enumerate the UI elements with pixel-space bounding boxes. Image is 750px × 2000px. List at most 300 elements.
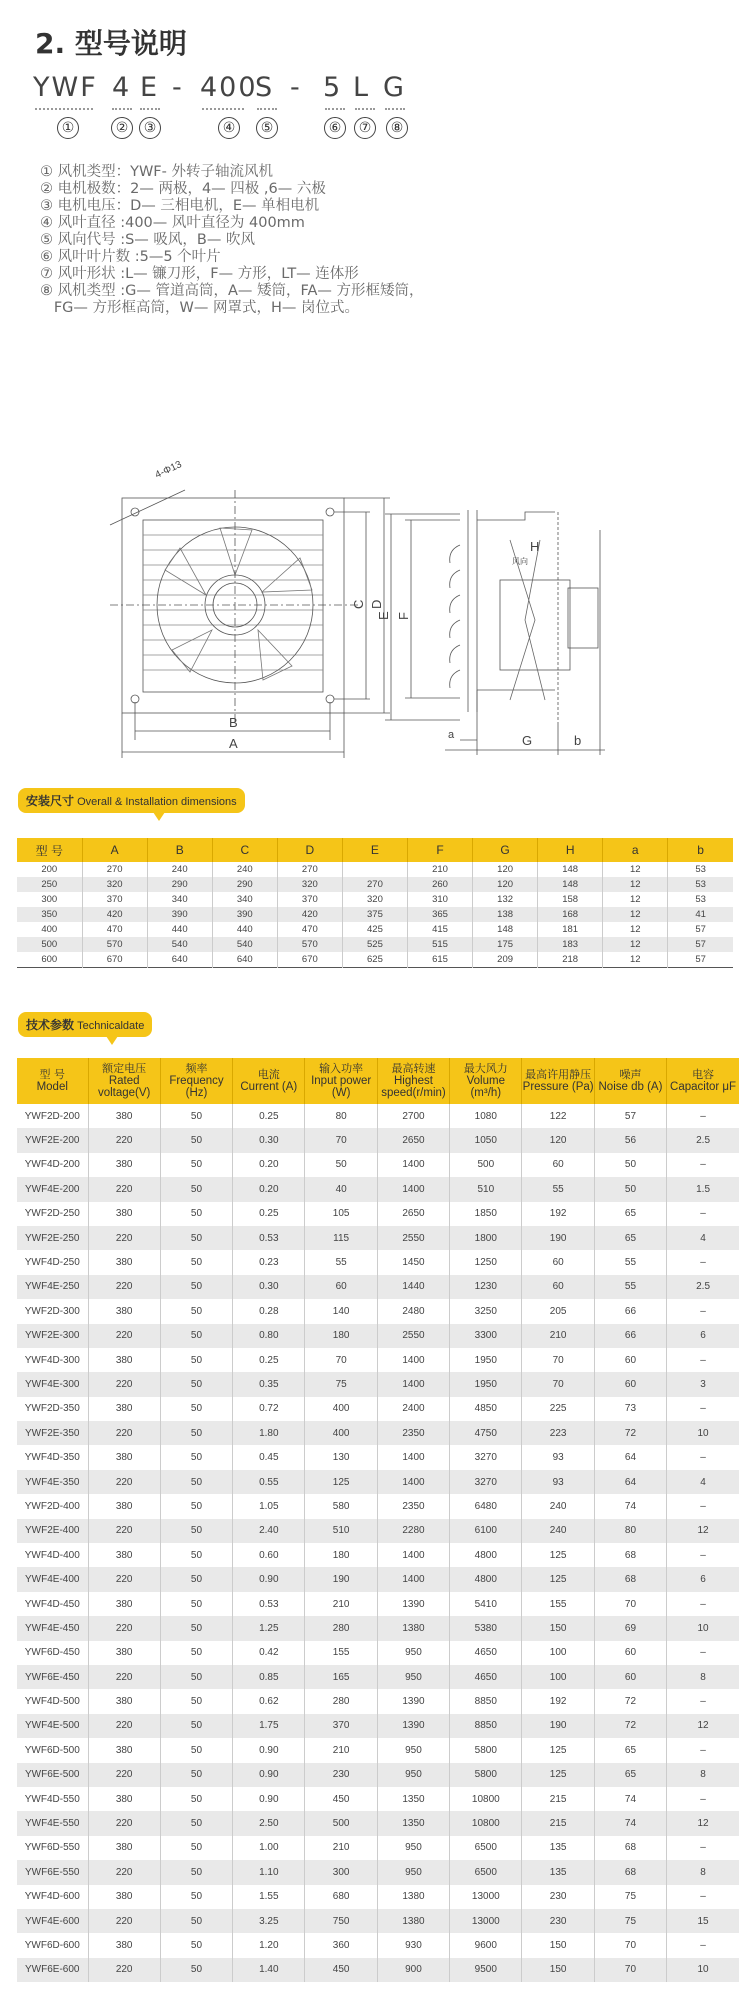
table-cell: 150 [522, 1616, 594, 1640]
table-cell: 750 [305, 1909, 377, 1933]
table-cell: 260 [407, 877, 472, 892]
column-header-cn: 型 号 [39, 1068, 65, 1081]
table-cell: 390 [212, 907, 277, 922]
table-cell: 1.25 [233, 1616, 305, 1640]
table-cell: 65 [594, 1763, 666, 1787]
table-cell: 220 [88, 1177, 160, 1201]
table-cell: 50 [160, 1372, 232, 1396]
table-cell: 0.55 [233, 1470, 305, 1494]
table-cell: 380 [88, 1592, 160, 1616]
table-row [17, 1494, 739, 1518]
code-part-direction: S [255, 72, 275, 103]
column-header: C [212, 838, 277, 862]
table-cell: 570 [277, 937, 342, 952]
table-row [17, 1567, 739, 1591]
column-header: b [668, 838, 733, 862]
table-cell: 1.10 [233, 1860, 305, 1884]
marker-8: ⑧ [386, 117, 408, 139]
table-cell: 72 [594, 1421, 666, 1445]
table-cell: 4650 [450, 1665, 522, 1689]
table-cell: 300 [305, 1860, 377, 1884]
marker-3: ③ [139, 117, 161, 139]
table-cell: 8 [667, 1763, 739, 1787]
table-cell: 68 [594, 1836, 666, 1860]
model-cell: YWF4E-600 [17, 1909, 88, 1933]
table-cell: 50 [160, 1348, 232, 1372]
table-row [17, 1763, 739, 1787]
table-cell: – [667, 1299, 739, 1323]
table-row [17, 1153, 739, 1177]
table-cell: 192 [522, 1202, 594, 1226]
table-cell: – [667, 1445, 739, 1469]
front-view [110, 490, 390, 758]
table-cell: 290 [147, 877, 212, 892]
table-cell: – [667, 1689, 739, 1713]
table-cell: 150 [522, 1933, 594, 1957]
table-cell: 0.85 [233, 1665, 305, 1689]
table-row [17, 1421, 739, 1445]
table-cell: 370 [305, 1714, 377, 1738]
table-cell: 223 [522, 1421, 594, 1445]
model-cell: YWF4D-200 [24, 1159, 80, 1171]
table-cell: 5800 [450, 1763, 522, 1787]
table-cell: 540 [147, 937, 212, 952]
table-cell: 40 [305, 1177, 377, 1201]
dim-label-c: C [351, 599, 366, 609]
table-cell: – [667, 1641, 739, 1665]
column-header [377, 1058, 449, 1104]
table-cell: 1400 [377, 1543, 449, 1567]
table-cell: 50 [160, 1811, 232, 1835]
table-cell: 2.5 [667, 1275, 739, 1299]
table-cell: 15 [667, 1909, 739, 1933]
table-cell: 122 [522, 1104, 594, 1128]
table-cell: 220 [88, 1372, 160, 1396]
table-row [17, 1616, 739, 1640]
table-cell: 1380 [377, 1616, 449, 1640]
table-cell: 250 [17, 877, 82, 892]
table-cell: 65 [594, 1738, 666, 1762]
table-cell: 180 [305, 1324, 377, 1348]
table-cell: 230 [522, 1885, 594, 1909]
table-cell: 1.80 [233, 1421, 305, 1445]
column-header: E [342, 838, 407, 862]
model-cell: YWF6E-500 [17, 1763, 88, 1787]
table-cell: 0.53 [233, 1592, 305, 1616]
table-row [17, 1909, 739, 1933]
model-cell: YWF4D-450 [24, 1598, 80, 1610]
table-cell: 100 [522, 1665, 594, 1689]
table-cell: 340 [212, 892, 277, 907]
table-cell: 3270 [450, 1470, 522, 1494]
table-cell: 9500 [450, 1958, 522, 1982]
table-cell: 380 [88, 1885, 160, 1909]
table-cell: 950 [377, 1665, 449, 1689]
table-cell: 380 [88, 1299, 160, 1323]
flow-direction-label: 风向 [512, 557, 528, 566]
table-cell: 12 [603, 937, 668, 952]
table-cell: 4750 [450, 1421, 522, 1445]
technical-badge [18, 1012, 152, 1037]
table-cell: 950 [377, 1836, 449, 1860]
table-cell: 2350 [377, 1421, 449, 1445]
table-cell: 65 [594, 1202, 666, 1226]
installation-drawing [80, 440, 680, 760]
table-cell: 220 [88, 1811, 160, 1835]
marker-7: ⑦ [354, 117, 376, 139]
table-cell: 365 [407, 907, 472, 922]
table-cell: 100 [522, 1641, 594, 1665]
table-cell: 1400 [377, 1153, 449, 1177]
column-header-cn: 额定电压 [102, 1062, 147, 1075]
table-cell: – [667, 1933, 739, 1957]
code-dash: - [290, 72, 302, 103]
table-cell: 1380 [377, 1909, 449, 1933]
table-cell: 640 [212, 952, 277, 967]
table-cell: 6480 [450, 1494, 522, 1518]
table-cell: 2.5 [667, 1128, 739, 1152]
table-cell: 375 [342, 907, 407, 922]
model-cell: YWF2D-250 [24, 1208, 80, 1220]
table-cell: 2700 [377, 1104, 449, 1128]
technical-badge-cn: 技术参数 [26, 1018, 75, 1032]
table-cell: 93 [522, 1445, 594, 1469]
table-cell: 4650 [450, 1641, 522, 1665]
table-cell: 380 [88, 1250, 160, 1274]
table-cell: 240 [522, 1494, 594, 1518]
table-cell: 12 [667, 1714, 739, 1738]
table-cell: 60 [522, 1275, 594, 1299]
table-cell: 400 [305, 1421, 377, 1445]
table-cell: 50 [160, 1226, 232, 1250]
table-cell: 300 [41, 894, 58, 905]
table-cell: 192 [522, 1689, 594, 1713]
table-cell: 55 [594, 1250, 666, 1274]
table-cell: 0.62 [233, 1689, 305, 1713]
table-cell: 12 [603, 922, 668, 937]
table-cell: – [667, 1836, 739, 1860]
table-cell: 215 [522, 1787, 594, 1811]
table-cell: 1380 [377, 1885, 449, 1909]
table-cell: 1.00 [233, 1836, 305, 1860]
table-cell: 380 [88, 1494, 160, 1518]
table-cell: 72 [594, 1714, 666, 1738]
table-cell: 1400 [377, 1470, 449, 1494]
table-cell: 440 [147, 922, 212, 937]
dim-label-h: H [530, 539, 540, 554]
table-cell: 10800 [450, 1811, 522, 1835]
table-cell: 93 [522, 1470, 594, 1494]
table-cell: 1950 [450, 1348, 522, 1372]
table-cell: 125 [522, 1738, 594, 1762]
table-cell: 670 [277, 952, 342, 967]
table-cell: 380 [88, 1397, 160, 1421]
table-cell: 1.20 [233, 1933, 305, 1957]
table-cell: 0.53 [233, 1226, 305, 1250]
table-cell: 1.55 [233, 1885, 305, 1909]
table-cell: 218 [538, 952, 603, 967]
table-cell: 2650 [377, 1202, 449, 1226]
table-cell: 50 [160, 1787, 232, 1811]
table-cell: 180 [305, 1543, 377, 1567]
table-cell: 240 [147, 862, 212, 877]
column-header [17, 1058, 88, 1104]
table-cell: 9600 [450, 1933, 522, 1957]
table-cell: 53 [668, 877, 733, 892]
legend-item: ⑥ 风叶叶片数 :5—5 个叶片 [40, 249, 221, 265]
table-cell: 50 [594, 1177, 666, 1201]
column-header: H [538, 838, 603, 862]
table-cell: 220 [88, 1128, 160, 1152]
table-cell: 12 [603, 862, 668, 877]
table-cell: 6100 [450, 1519, 522, 1543]
table-row [17, 862, 733, 877]
table-cell: 73 [594, 1397, 666, 1421]
table-cell: 210 [305, 1836, 377, 1860]
table-cell: 50 [160, 1616, 232, 1640]
table-cell: 540 [212, 937, 277, 952]
model-cell: YWF4E-500 [17, 1714, 88, 1738]
table-cell: 220 [88, 1421, 160, 1445]
table-cell: 50 [160, 1763, 232, 1787]
table-cell: 57 [668, 922, 733, 937]
table-cell: 0.28 [233, 1299, 305, 1323]
column-header: A [82, 838, 147, 862]
table-cell: 0.23 [233, 1250, 305, 1274]
table-cell: 515 [407, 937, 472, 952]
table-cell: 80 [594, 1519, 666, 1543]
legend-item: ⑦ 风叶形状 :L— 镰刀形，F— 方形，LT— 连体形 [40, 266, 359, 282]
code-part-poles: 4 [112, 72, 132, 103]
table-cell: 220 [88, 1909, 160, 1933]
code-part-blades: 5 [323, 72, 343, 103]
table-cell: 50 [160, 1933, 232, 1957]
table-cell: 60 [594, 1641, 666, 1665]
model-cell: YWF2D-200 [24, 1110, 80, 1122]
table-row [17, 892, 733, 907]
table-cell: 50 [160, 1250, 232, 1274]
table-cell: 290 [212, 877, 277, 892]
column-header [305, 1058, 377, 1104]
table-cell: 57 [668, 937, 733, 952]
table-cell: 68 [594, 1543, 666, 1567]
table-cell: 3.25 [233, 1909, 305, 1933]
table-cell: – [667, 1592, 739, 1616]
column-header: F [407, 838, 472, 862]
table-cell: 1350 [377, 1787, 449, 1811]
table-cell: 10 [667, 1421, 739, 1445]
table-cell: 125 [305, 1470, 377, 1494]
table-cell: 380 [88, 1153, 160, 1177]
table-cell: 50 [160, 1153, 232, 1177]
table-cell: 50 [160, 1275, 232, 1299]
table-cell: 50 [160, 1689, 232, 1713]
table-cell: 8 [667, 1860, 739, 1884]
table-row [17, 1665, 739, 1689]
table-cell: 8850 [450, 1689, 522, 1713]
table-cell: 181 [538, 922, 603, 937]
table-cell: 525 [342, 937, 407, 952]
table-cell: 6500 [450, 1836, 522, 1860]
column-header-cn: 频率 [185, 1062, 208, 1075]
column-header: B [147, 838, 212, 862]
table-cell: 205 [522, 1299, 594, 1323]
table-cell: – [667, 1787, 739, 1811]
table-cell: 50 [160, 1909, 232, 1933]
table-cell: 6500 [450, 1860, 522, 1884]
table-cell: 74 [594, 1494, 666, 1518]
table-cell: 230 [305, 1763, 377, 1787]
table-cell: 4800 [450, 1567, 522, 1591]
table-cell: 270 [82, 862, 147, 877]
side-view [385, 510, 605, 755]
table-cell: 220 [88, 1226, 160, 1250]
table-cell: 13000 [450, 1885, 522, 1909]
table-cell: 209 [473, 952, 538, 967]
table-cell: 10800 [450, 1787, 522, 1811]
table-cell: 60 [594, 1665, 666, 1689]
table-cell: 0.80 [233, 1324, 305, 1348]
table-row [17, 1348, 739, 1372]
table-cell: 68 [594, 1860, 666, 1884]
table-row [17, 1202, 739, 1226]
table-cell: 50 [160, 1714, 232, 1738]
table-cell: – [667, 1494, 739, 1518]
table-row [17, 1250, 739, 1274]
column-header-cn: 最高转速 [391, 1062, 436, 1075]
table-cell: 148 [538, 877, 603, 892]
table-cell: 50 [160, 1470, 232, 1494]
table-cell: 50 [160, 1543, 232, 1567]
table-cell: 120 [473, 877, 538, 892]
model-cell: YWF4E-250 [17, 1275, 88, 1299]
dim-label-d: D [369, 599, 384, 609]
table-cell: – [667, 1104, 739, 1128]
legend-item: ⑧ 风机类型 :G— 管道高筒，A— 矮筒，FA— 方形框矮筒， [40, 283, 424, 299]
table-cell: 6 [667, 1567, 739, 1591]
table-cell: 5800 [450, 1738, 522, 1762]
table-cell: 4800 [450, 1543, 522, 1567]
table-cell: 580 [305, 1494, 377, 1518]
table-row [17, 1738, 739, 1762]
table-cell: 64 [594, 1470, 666, 1494]
table-cell: 55 [522, 1177, 594, 1201]
column-header: 型 号 [17, 838, 82, 862]
table-cell: 57 [668, 952, 733, 967]
table-cell: 360 [305, 1933, 377, 1957]
code-part-diameter: 400 [200, 72, 258, 103]
hole-label: 4-Φ13 [153, 459, 184, 481]
column-header-en: Rated voltage(V) [97, 1075, 151, 1099]
technical-table [17, 1058, 739, 1982]
table-cell: 380 [88, 1641, 160, 1665]
table-cell: 220 [88, 1470, 160, 1494]
table-cell: 5410 [450, 1592, 522, 1616]
column-header-en: Volume (m³/h) [466, 1075, 505, 1099]
column-header [233, 1058, 305, 1104]
table-cell: 450 [305, 1958, 377, 1982]
table-cell: 50 [160, 1128, 232, 1152]
model-cell: YWF6D-600 [24, 1939, 80, 1951]
table-cell: 50 [160, 1397, 232, 1421]
table-cell: 0.42 [233, 1641, 305, 1665]
table-cell: 380 [88, 1689, 160, 1713]
legend-item: ② 电机极数：2— 两极，4— 四极 ,6— 六极 [40, 181, 326, 197]
table-cell: 6 [667, 1324, 739, 1348]
table-cell: 470 [277, 922, 342, 937]
table-cell: 55 [305, 1250, 377, 1274]
model-cell: YWF4E-350 [17, 1470, 88, 1494]
table-cell: 10 [667, 1958, 739, 1982]
table-cell: 50 [160, 1202, 232, 1226]
table-cell: 74 [594, 1787, 666, 1811]
table-cell: 350 [17, 907, 82, 922]
table-cell: 55 [594, 1275, 666, 1299]
table-row [17, 1641, 739, 1665]
table-cell: 1.5 [667, 1177, 739, 1201]
table-cell: 148 [538, 862, 603, 877]
table-cell: 1400 [377, 1177, 449, 1201]
table-cell: 53 [668, 862, 733, 877]
table-cell: 1.75 [233, 1714, 305, 1738]
table-cell: 50 [160, 1519, 232, 1543]
column-header-cn: 最大风力 [463, 1062, 508, 1075]
table-cell: 570 [82, 937, 147, 952]
table-cell: 380 [88, 1202, 160, 1226]
legend-item: ④ 风叶直径 :400— 风叶直径为 400mm [40, 215, 305, 231]
table-cell: 220 [88, 1324, 160, 1348]
table-cell: 80 [305, 1104, 377, 1128]
table-cell: 0.90 [233, 1738, 305, 1762]
table-cell: 1400 [377, 1372, 449, 1396]
table-row [17, 1689, 739, 1713]
table-cell: 75 [594, 1885, 666, 1909]
model-cell: YWF6E-600 [17, 1958, 88, 1982]
table-cell: 0.90 [233, 1567, 305, 1591]
table-row [17, 1177, 739, 1201]
model-cell: YWF4D-400 [24, 1549, 80, 1561]
table-cell: 10 [667, 1616, 739, 1640]
table-cell: 1400 [377, 1445, 449, 1469]
table-row [17, 1275, 739, 1299]
table-cell: 5380 [450, 1616, 522, 1640]
table-cell: 220 [88, 1860, 160, 1884]
table-row [17, 922, 733, 937]
table-cell: 132 [473, 892, 538, 907]
table-cell: 1230 [450, 1275, 522, 1299]
table-cell: 75 [594, 1909, 666, 1933]
table-cell: 1800 [450, 1226, 522, 1250]
table-cell: 1440 [377, 1275, 449, 1299]
table-cell: 380 [88, 1787, 160, 1811]
column-header-cn: 最高许用静压 [525, 1068, 592, 1081]
table-cell: 120 [473, 862, 538, 877]
table-cell: 1400 [377, 1567, 449, 1591]
legend-item: FG— 方形框高筒，W— 网罩式，H— 岗位式。 [40, 300, 359, 316]
table-cell: 0.25 [233, 1104, 305, 1128]
table-cell: 12 [667, 1811, 739, 1835]
table-cell: 0.60 [233, 1543, 305, 1567]
column-header-en: Highest speed(r/min) [381, 1075, 446, 1099]
dim-label-a: A [229, 736, 238, 751]
table-cell: 0.30 [233, 1128, 305, 1152]
model-cell: YWF4D-350 [24, 1452, 80, 1464]
table-cell: 510 [450, 1177, 522, 1201]
technical-badge-en: Technicaldate [77, 1020, 145, 1032]
table-row [17, 1324, 739, 1348]
table-cell: 900 [377, 1958, 449, 1982]
table-cell: 415 [407, 922, 472, 937]
